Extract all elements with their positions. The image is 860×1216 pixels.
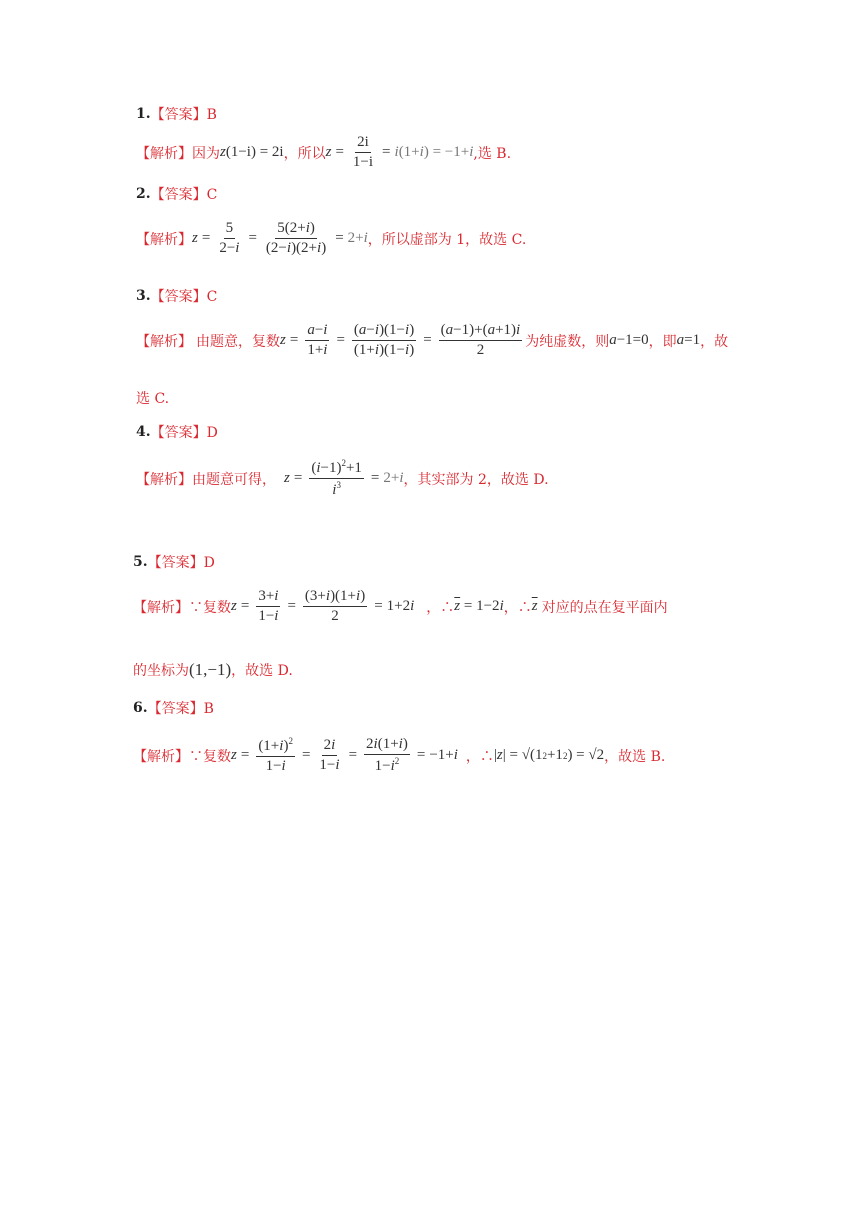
q6-analysis-label: 【解析】 (133, 748, 189, 765)
q3-analysis-label: 【解析】 (136, 333, 192, 350)
q3-text-4: 选 C. (136, 391, 170, 407)
q5-analysis-line-2 (133, 660, 293, 680)
q5-formula-2: $\overline{z}$ = 1−2 i (454, 598, 504, 615)
q1-number: 1. (136, 106, 151, 122)
q5-text-0: ∵复数 (189, 599, 231, 616)
q3-answer-line (136, 286, 217, 306)
q2-number: 2. (136, 186, 151, 202)
q5-formula-3: $\overline{z}$ (531, 598, 538, 615)
q3-formula: z = $\frac{a-i}{1+i}$ = $\frac{(a-i)(1-i)}{(1+i)(1-i)}$ = $\frac{(a-1)+(a+1)i}{2}$ (280, 322, 521, 359)
q6-formula-2: | z | = √(1 2 +1 2 ) = √2 (493, 747, 605, 764)
q4-analysis-line (136, 458, 549, 500)
q1-answer: 【答案】B (150, 107, 217, 123)
q2-answer: 【答案】C (150, 187, 218, 203)
q4-answer: 【答案】D (150, 425, 218, 441)
q5-text-4: 的坐标为 (133, 663, 189, 679)
q4-text-0: 由题意可得， (192, 471, 276, 488)
q5-text-3: 对应的点在复平面内 (541, 599, 668, 616)
q3-number: 3. (136, 288, 151, 304)
q4-formula: z = $\frac{(i-1)^2+1}{i^3}$ = 2+i (284, 458, 404, 499)
q1-formula-1: z (1−i) = 2i (220, 144, 284, 161)
q5-formula: z = $\frac{3+i}{1-i}$ = $\frac{(3+i)(1+i)}{2}$ = 1+2 i (231, 588, 415, 625)
q6-answer-line (133, 698, 214, 718)
q1-answer-line (136, 104, 217, 124)
q4-number: 4. (136, 424, 151, 440)
q1-text-2: ，所以 (283, 145, 326, 162)
q2-text-1: ，所以虚部为 1，故选 C. (367, 231, 527, 248)
q3-text-1: 为纯虚数，则 (525, 333, 610, 350)
q5-answer: 【答案】D (147, 555, 215, 571)
q3-answer: 【答案】C (150, 289, 218, 305)
q5-analysis-line (133, 588, 668, 626)
q5-text-1: ，∴ (426, 599, 455, 616)
q6-text-2: ，故选 B. (604, 748, 666, 765)
q1-analysis-label: 【解析】 (136, 145, 192, 162)
q6-text-0: ∵复数 (189, 748, 231, 765)
q6-formula: z = $\frac{(1+i)^2}{1-i}$ = $\frac{2i}{1-i}$ = $\frac{2i(1+i)}{1-i^2}$ = −1+ i (231, 736, 458, 775)
q1-text-3: ,选 B. (473, 145, 512, 162)
q5-formula-4: (1,−1) (189, 660, 232, 679)
q3-text-0: 由题意，复数 (196, 333, 280, 350)
q5-text-5: ，故选 D. (231, 663, 293, 679)
q2-analysis-label: 【解析】 (136, 231, 192, 248)
q4-answer-line (136, 422, 218, 442)
q5-number: 5. (133, 554, 148, 570)
q3-text-2: ，即 (648, 333, 677, 350)
q3-analysis-line-2 (136, 388, 169, 408)
q4-analysis-label: 【解析】 (136, 471, 192, 488)
q3-analysis-line (136, 322, 728, 360)
q6-text-1: ，∴ (465, 748, 494, 765)
q1-formula-2: z = $\frac{2i}{1-i}$ = i(1+i) = −1+i (325, 134, 474, 171)
q3-formula-2: a −1=0 (609, 332, 649, 349)
q1-analysis-line (136, 134, 511, 172)
q2-answer-line (136, 184, 217, 204)
q6-number: 6. (133, 700, 148, 716)
q2-analysis-line (136, 220, 526, 258)
q5-answer-line (133, 552, 215, 572)
q3-text-3: ，故 (700, 333, 729, 350)
q6-analysis-line (133, 736, 665, 776)
q1-text-1: 因为 (192, 145, 220, 162)
q6-answer: 【答案】B (147, 701, 214, 717)
q5-analysis-label: 【解析】 (133, 599, 189, 616)
q3-formula-3: a =1 (676, 332, 701, 349)
q4-text-1: ，其实部为 2，故选 D. (403, 471, 549, 488)
q2-formula: z = $\frac{5}{2-i}$ = $\frac{5(2+i)}{(2-i)(2+i)}$ = 2+i (192, 220, 368, 257)
q5-text-2: ，∴ (503, 599, 532, 616)
